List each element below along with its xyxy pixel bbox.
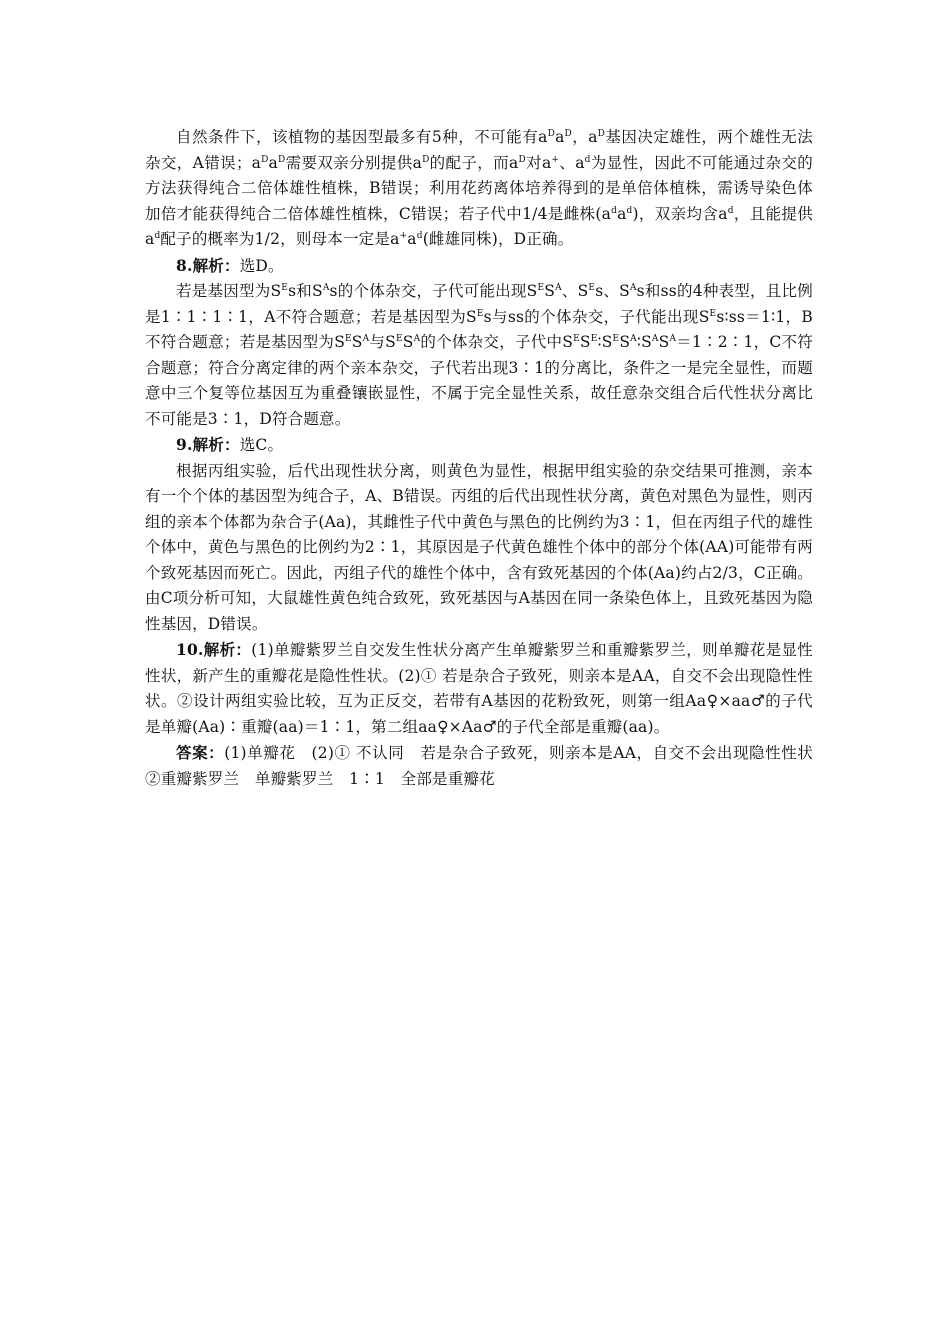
q10-analysis: 10.解析：(1)单瓣紫罗兰自交发生性状分离产生单瓣紫罗兰和重瓣紫罗兰，则单瓣花是显性性状，新产生的重瓣花是隐性性状。(2)① 若是杂合子致死，则亲本是AA，自交不会出现隐性性状。②设计两组实验比较，互为正反交，若带有A基因的花粉致死，则第一组Aa♀×aa♂的子代是单瓣(Aa)∶重瓣(aa)＝1∶1，第二组aa♀×Aa♂的子代全部是重瓣(aa)。 [145, 640, 813, 736]
q9-analysis: 根据丙组实验，后代出现性状分离，则黄色为显性，根据甲组实验的杂交结果可推测，亲本有一个个体的基因型为纯合子，A、B错误。丙组的后代出现性状分离，黄色对黑色为显性，则丙组的亲本个体都为杂合子(Aa)，其雌性子代中黄色与黑色的比例约为3∶1，但在丙组子代的雄性个体中，黄色与黑色的比例约为2∶1，其原因是子代黄色雄性个体中的部分个体(AA)可能带有两个致死基因而死亡。因此，丙组子代的雄性个体中，含有致死基因的个体(Aa)约占2/3，C正确。由C项分析可知，大鼠雄性黄色纯合致死，致死基因与A基因在同一条染色体上，且致死基因为隐性基因，D错误。 [145, 461, 813, 633]
q10-answer: 答案：(1)单瓣花 (2)① 不认同 若是杂合子致死，则亲本是AA，自交不会出现隐性性状 ②重瓣紫罗兰 单瓣紫罗兰 1∶1 全部是重瓣花 [145, 743, 829, 788]
q8-analysis: 若是基因型为$S^Es$和$S^As$的个体杂交，子代可能出现$S^ES^A$、$S^Es$、$S^As$和ss的4种表型，且比例是1∶1∶1∶1，A不符合题意；若是基因型为$S^Es$与ss的个体杂交，子代能出现$S^Es∶ss=1∶1$，B不符合题意；若是基因型为$S^ES^A$与$S^ES^A$的个体杂交，子代中$S^ES^E∶S^ES^A∶S^AS^A=1∶2∶1$，C不符合题意；符合分离定律的两个亲本杂交，子代若出现3∶1的分离比，条件之一是完全显性，而题意中三个复等位基因互为重叠镶嵌显性，不属于完全显性关系，故任意杂交组合后代性状分离比不可能是3∶1，D符合题意。 [145, 282, 813, 428]
q9-header: 9.解析：选C。 [176, 435, 284, 454]
q8-header: 8.解析：选D。 [176, 255, 284, 275]
q7-analysis: 自然条件下，该植物的基因型最多有5种，不可能有$a^Da^D$，$a^D$基因决定雄性，两个雄性无法杂交，A错误；$a^Da^D$需要双亲分别提供$a^D$的配子，而$a^D$对a+、$a^d$为显性，因此不可能通过杂交的方法获得纯合二倍体雄性植株，B错误；利用花药离体培养得到的是单倍体植株，需诱导染色体加倍才能获得纯合二倍体雄性植株，C错误；若子代中1/4是雌株$(a^da^d)$，双亲均含$a^d$，且能提供$a^d$配子的概率为1/2，则母本一定是$a^+a^d$(雌雄同株)，D正确。 [145, 128, 813, 248]
document-body [145, 125, 829, 792]
